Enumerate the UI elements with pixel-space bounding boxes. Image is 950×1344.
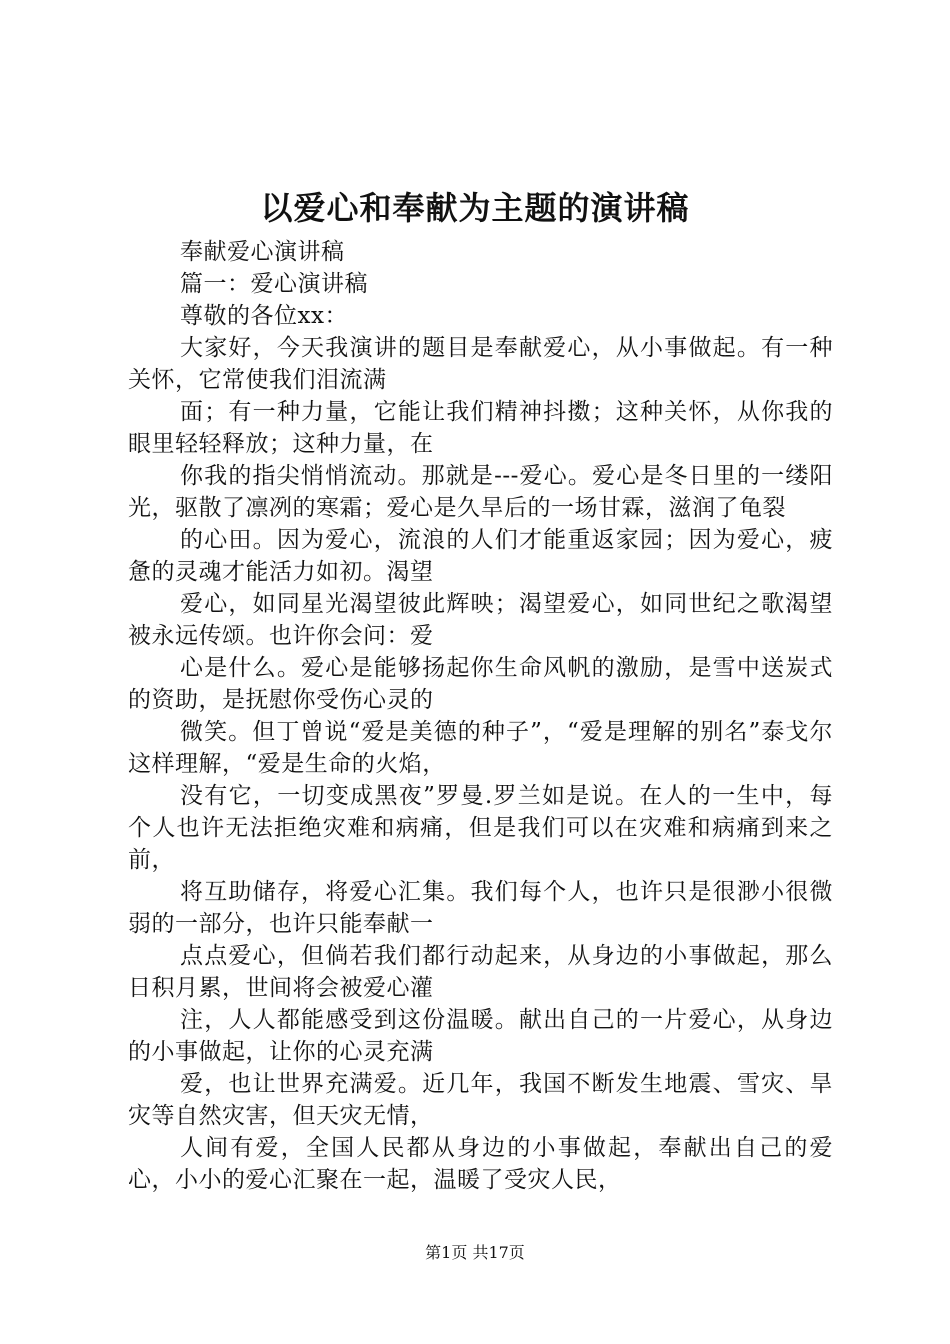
paragraph: 将互助储存，将爱心汇集。我们每个人，也许只是很渺小很微弱的一部分，也许只能奉献一 xyxy=(128,879,833,937)
paragraph: 尊敬的各位xx： xyxy=(180,303,348,329)
paragraph: 爱，也让世界充满爱。近几年，我国不断发生地震、雪灾、旱灾等自然灾害，但天灾无情， xyxy=(128,1071,833,1129)
paragraph: 注，人人都能感受到这份温暖。献出自己的一片爱心，从身边的小事做起，让你的心灵充满 xyxy=(128,1007,833,1065)
paragraph: 你我的指尖悄悄流动。那就是---爱心。爱心是冬日里的一缕阳光，驱散了凛冽的寒霜；爱心是久旱后的一场甘霖，滋润了龟裂 xyxy=(128,463,833,521)
document-title: 以爱心和奉献为主题的演讲稿 xyxy=(260,189,690,227)
paragraph: 篇一：爱心演讲稿 xyxy=(180,271,368,297)
paragraph: 心是什么。爱心是能够扬起你生命风帆的激励，是雪中送炭式的资助，是抚慰你受伤心灵的 xyxy=(128,655,833,713)
paragraph: 点点爱心，但倘若我们都行动起来，从身边的小事做起，那么日积月累，世间将会被爱心灌 xyxy=(128,943,833,1001)
paragraph: 没有它，一切变成黑夜”罗曼.罗兰如是说。在人的一生中，每个人也许无法拒绝灾难和病痛，但是我们可以在灾难和病痛到来之前， xyxy=(128,783,833,873)
paragraph: 奉献爱心演讲稿 xyxy=(180,239,345,265)
document-body xyxy=(128,236,833,1196)
paragraph: 爱心，如同星光渴望彼此辉映；渴望爱心，如同世纪之歌渴望被永远传颂。也许你会问：爱 xyxy=(128,591,833,649)
page-indicator: 第1页 共17页 xyxy=(425,1243,525,1262)
paragraph: 人间有爱，全国人民都从身边的小事做起，奉献出自己的爱心，小小的爱心汇聚在一起，温暖了受灾人民， xyxy=(128,1135,833,1193)
paragraph: 的心田。因为爱心，流浪的人们才能重返家园；因为爱心，疲惫的灵魂才能活力如初。渴望 xyxy=(128,527,833,585)
paragraph: 大家好，今天我演讲的题目是奉献爱心，从小事做起。有一种关怀，它常使我们泪流满 xyxy=(128,335,833,393)
paragraph: 面；有一种力量，它能让我们精神抖擞；这种关怀，从你我的眼里轻轻释放；这种力量，在 xyxy=(128,399,833,457)
paragraph: 微笑。但丁曾说“爱是美德的种子”，“爱是理解的别名”泰戈尔这样理解，“爱是生命的火焰， xyxy=(128,719,833,777)
